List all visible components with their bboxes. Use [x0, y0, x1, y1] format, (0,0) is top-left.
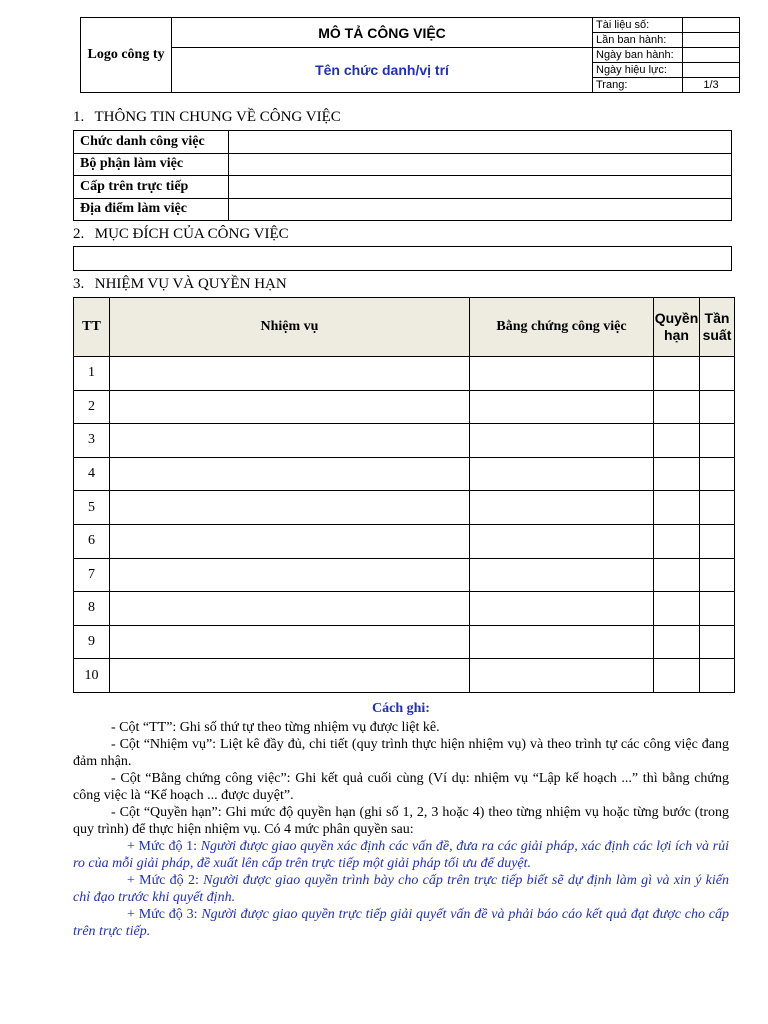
authority-cell[interactable]: [654, 457, 700, 491]
table-row: [74, 558, 735, 592]
duty-cell[interactable]: [110, 390, 470, 424]
meta-label-page: Trang:: [593, 78, 683, 93]
column-header-frequency: Tần suất: [700, 298, 735, 357]
evidence-cell[interactable]: [470, 592, 654, 626]
row-number: 1: [74, 357, 110, 391]
frequency-cell[interactable]: [700, 457, 735, 491]
section-2-heading: [73, 226, 289, 243]
section-3-heading: [73, 276, 287, 293]
row-number: 5: [74, 491, 110, 525]
evidence-cell[interactable]: [470, 457, 654, 491]
row-number: 3: [74, 424, 110, 458]
evidence-cell[interactable]: [470, 625, 654, 659]
purpose-field[interactable]: [73, 246, 732, 271]
duty-cell[interactable]: [110, 524, 470, 558]
section-3-title: NHIỆM VỤ VÀ QUYỀN HẠN: [94, 276, 287, 292]
section-2-title: MỤC ĐÍCH CỦA CÔNG VIỆC: [94, 226, 289, 242]
meta-label-effective-date: Ngày hiệu lực:: [593, 63, 683, 78]
authority-cell[interactable]: [654, 524, 700, 558]
section-1-heading: [73, 109, 341, 126]
authority-cell[interactable]: [654, 659, 700, 693]
meta-value-effective-date[interactable]: [683, 63, 740, 78]
instruction-item: - Cột “TT”: Ghi số thứ tự theo từng nhiệm vụ được liệt kê.: [111, 720, 440, 735]
info-label: Cấp trên trực tiếp: [74, 176, 229, 199]
position-title: Tên chức danh/vị trí: [172, 48, 593, 93]
authority-cell[interactable]: [654, 390, 700, 424]
authority-level-label: + Mức độ 2:: [127, 873, 204, 888]
table-header-row: [74, 298, 735, 357]
evidence-cell[interactable]: [470, 357, 654, 391]
duty-cell[interactable]: [110, 592, 470, 626]
duty-cell[interactable]: [110, 357, 470, 391]
meta-value-issue-date[interactable]: [683, 48, 740, 63]
info-label: Địa điểm làm việc: [74, 198, 229, 221]
meta-label-doc-no: Tài liệu số:: [593, 18, 683, 33]
column-header-duty: Nhiệm vụ: [110, 298, 470, 357]
row-number: 8: [74, 592, 110, 626]
authority-cell[interactable]: [654, 424, 700, 458]
authority-level-item: [73, 838, 729, 872]
column-header-evidence: Bằng chứng công việc: [470, 298, 654, 357]
authority-cell[interactable]: [654, 357, 700, 391]
frequency-cell[interactable]: [700, 659, 735, 693]
info-label: Bộ phận làm việc: [74, 153, 229, 176]
frequency-cell[interactable]: [700, 625, 735, 659]
meta-value-doc-no[interactable]: [683, 18, 740, 33]
instruction-item: - Cột “Nhiệm vụ”: Liệt kê đầy đủ, chi tiết (quy trình thực hiện nhiệm vụ) và theo trình tự các công việc đang đảm nhận.: [73, 737, 729, 769]
column-header-authority: Quyền hạn: [654, 298, 700, 357]
section-3-number: 3.: [73, 276, 85, 292]
instructions-section: [73, 700, 729, 940]
meta-value-revision[interactable]: [683, 33, 740, 48]
table-row: [74, 424, 735, 458]
meta-value-page: 1/3: [683, 78, 740, 93]
table-row: [74, 357, 735, 391]
instruction-item: - Cột “Bằng chứng công việc”: Ghi kết quả cuối cùng (Ví dụ: nhiệm vụ “Lập kế hoạch ...” thì bằng chứng công việc là “Kế hoạch ... được duyệt”.: [73, 771, 729, 803]
section-1-title: THÔNG TIN CHUNG VỀ CÔNG VIỆC: [94, 109, 341, 125]
authority-level-item: [73, 872, 729, 906]
table-row: [74, 659, 735, 693]
table-row: [74, 153, 732, 176]
evidence-cell[interactable]: [470, 659, 654, 693]
row-number: 6: [74, 524, 110, 558]
frequency-cell[interactable]: [700, 491, 735, 525]
frequency-cell[interactable]: [700, 357, 735, 391]
info-value-field[interactable]: [229, 198, 732, 221]
info-value-field[interactable]: [229, 176, 732, 199]
duties-table: [73, 297, 735, 693]
info-value-field[interactable]: [229, 131, 732, 154]
meta-label-issue-date: Ngày ban hành:: [593, 48, 683, 63]
table-row: [74, 524, 735, 558]
table-row: [74, 625, 735, 659]
info-value-field[interactable]: [229, 153, 732, 176]
authority-level-text: Người được giao quyền xác định các vấn đề, đưa ra các giải pháp, xác định các lợi ích và rủi ro của mỗi giải pháp, đề xuất lên cấp trên trực tiếp một giải pháp tối ưu để duyệt.: [73, 839, 729, 871]
duty-cell[interactable]: [110, 659, 470, 693]
row-number: 9: [74, 625, 110, 659]
authority-level-label: + Mức độ 3:: [127, 907, 202, 922]
duty-cell[interactable]: [110, 424, 470, 458]
instruction-item: - Cột “Quyền hạn”: Ghi mức độ quyền hạn (ghi số 1, 2, 3 hoặc 4) theo từng nhiệm vụ hoặc từng bước (trong quy trình) để thực hiện nhiệm vụ. Có 4 mức phân quyền sau:: [73, 805, 729, 837]
authority-cell[interactable]: [654, 491, 700, 525]
evidence-cell[interactable]: [470, 524, 654, 558]
duty-cell[interactable]: [110, 558, 470, 592]
evidence-cell[interactable]: [470, 390, 654, 424]
duty-cell[interactable]: [110, 457, 470, 491]
company-logo-placeholder: Logo công ty: [81, 18, 172, 93]
table-row: [74, 131, 732, 154]
authority-level-text: Người được giao quyền trực tiếp giải quyết vấn đề và phải báo cáo kết quả đạt được cho cấp trên trực tiếp.: [73, 907, 729, 939]
document-title: MÔ TẢ CÔNG VIỆC: [172, 18, 593, 48]
table-row: [74, 592, 735, 626]
general-info-table: [73, 130, 732, 221]
document-header: [80, 17, 740, 93]
authority-level-text: Người được giao quyền trình bày cho cấp trên trực tiếp biết sẽ dự định làm gì và xin ý kiến chỉ đạo trước khi quyết định.: [73, 873, 729, 905]
info-label: Chức danh công việc: [74, 131, 229, 154]
meta-label-revision: Lần ban hành:: [593, 33, 683, 48]
frequency-cell[interactable]: [700, 390, 735, 424]
table-row: [74, 491, 735, 525]
authority-cell[interactable]: [654, 625, 700, 659]
row-number: 10: [74, 659, 110, 693]
frequency-cell[interactable]: [700, 424, 735, 458]
instructions-title: Cách ghi:: [372, 701, 430, 716]
duty-cell[interactable]: [110, 625, 470, 659]
section-2-number: 2.: [73, 226, 85, 242]
table-row: [74, 457, 735, 491]
column-header-tt: TT: [74, 298, 110, 357]
evidence-cell[interactable]: [470, 558, 654, 592]
row-number: 7: [74, 558, 110, 592]
row-number: 4: [74, 457, 110, 491]
frequency-cell[interactable]: [700, 558, 735, 592]
row-number: 2: [74, 390, 110, 424]
authority-cell[interactable]: [654, 592, 700, 626]
evidence-cell[interactable]: [470, 491, 654, 525]
authority-cell[interactable]: [654, 558, 700, 592]
frequency-cell[interactable]: [700, 524, 735, 558]
authority-level-item: [73, 906, 729, 940]
evidence-cell[interactable]: [470, 424, 654, 458]
section-1-number: 1.: [73, 109, 85, 125]
table-row: [74, 198, 732, 221]
frequency-cell[interactable]: [700, 592, 735, 626]
duty-cell[interactable]: [110, 491, 470, 525]
table-row: [74, 390, 735, 424]
table-row: [74, 176, 732, 199]
authority-level-label: + Mức độ 1:: [127, 839, 201, 854]
